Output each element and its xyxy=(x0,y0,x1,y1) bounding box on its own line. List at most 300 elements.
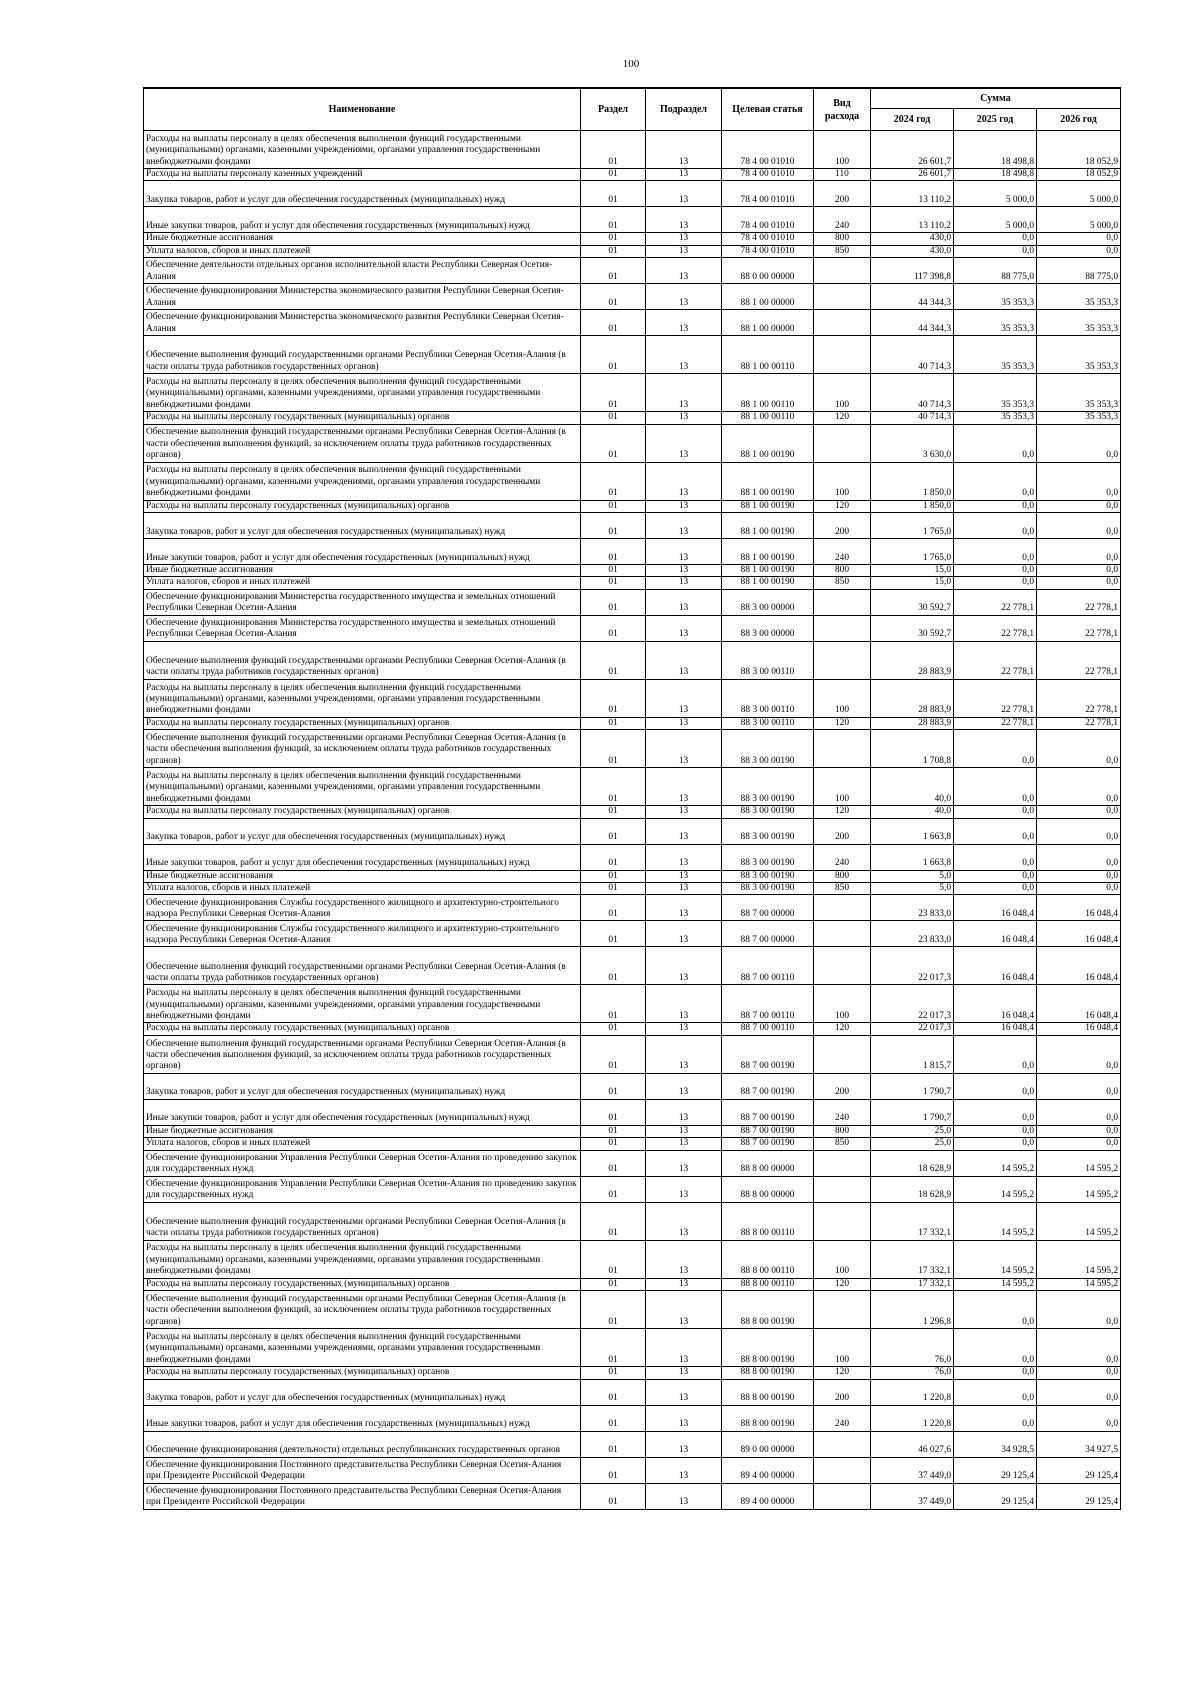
row-value-2026: 16 048,4 xyxy=(1037,947,1121,985)
row-vid: 200 xyxy=(814,1073,871,1099)
row-podrazdel: 13 xyxy=(646,1035,722,1073)
row-article: 88 3 00 00000 xyxy=(722,589,814,615)
row-value-2026: 0,0 xyxy=(1037,1138,1121,1150)
row-value-2026: 14 595,2 xyxy=(1037,1202,1121,1240)
row-value-2025: 0,0 xyxy=(954,233,1037,245)
row-podrazdel: 13 xyxy=(646,947,722,985)
table-row xyxy=(144,921,1121,947)
row-value-2026: 5 000,0 xyxy=(1037,181,1121,207)
row-name: Уплата налогов, сборов и иных платежей xyxy=(144,883,581,895)
row-razdel: 01 xyxy=(581,870,646,882)
row-name: Расходы на выплаты персоналу в целях обеспечения выполнения функций государственными (муниципальными) органами, казенными учреждениями, органами управления государственными внебюджетными фондами xyxy=(144,131,581,169)
row-name: Обеспечение функционирования (деятельности) отдельных республиканских государственных органов xyxy=(144,1431,581,1457)
row-razdel: 01 xyxy=(581,258,646,284)
row-value-2025: 0,0 xyxy=(954,1329,1037,1367)
table-row xyxy=(144,1278,1121,1290)
row-podrazdel: 13 xyxy=(646,336,722,374)
row-article: 88 3 00 00110 xyxy=(722,679,814,717)
table-row xyxy=(144,1150,1121,1176)
row-razdel: 01 xyxy=(581,539,646,565)
row-value-2025: 14 595,2 xyxy=(954,1202,1037,1240)
row-podrazdel: 13 xyxy=(646,1405,722,1431)
row-name: Обеспечение выполнения функций государственными органами Республики Северная Осетия-Алания (в части обеспечения выполнения функций, за исключением оплаты труда работников государственных органов) xyxy=(144,1291,581,1329)
row-name: Иные закупки товаров, работ и услуг для обеспечения государственных (муниципальных) нужд xyxy=(144,844,581,870)
row-vid xyxy=(814,336,871,374)
row-value-2024: 3 630,0 xyxy=(871,424,954,462)
row-value-2025: 0,0 xyxy=(954,1379,1037,1405)
row-article: 88 8 00 00190 xyxy=(722,1329,814,1367)
row-vid: 240 xyxy=(814,207,871,233)
row-vid xyxy=(814,1035,871,1073)
row-razdel: 01 xyxy=(581,1457,646,1483)
table-row xyxy=(144,539,1121,565)
row-value-2026: 35 353,3 xyxy=(1037,284,1121,310)
row-podrazdel: 13 xyxy=(646,1073,722,1099)
row-article: 88 1 00 00190 xyxy=(722,539,814,565)
row-value-2025: 16 048,4 xyxy=(954,1023,1037,1035)
row-podrazdel: 13 xyxy=(646,539,722,565)
row-value-2025: 16 048,4 xyxy=(954,985,1037,1023)
row-value-2026: 18 052,9 xyxy=(1037,169,1121,181)
row-name: Расходы на выплаты персоналу государственных (муниципальных) органов xyxy=(144,717,581,729)
row-article: 88 1 00 00190 xyxy=(722,577,814,589)
row-name: Иные бюджетные ассигнования xyxy=(144,870,581,882)
row-value-2026: 22 778,1 xyxy=(1037,641,1121,679)
row-podrazdel: 13 xyxy=(646,589,722,615)
row-article: 88 7 00 00110 xyxy=(722,1023,814,1035)
table-row xyxy=(144,717,1121,729)
table-row xyxy=(144,1035,1121,1073)
row-vid: 120 xyxy=(814,500,871,512)
row-value-2025: 0,0 xyxy=(954,1138,1037,1150)
row-podrazdel: 13 xyxy=(646,641,722,679)
row-value-2024: 44 344,3 xyxy=(871,310,954,336)
row-article: 88 8 00 00110 xyxy=(722,1240,814,1278)
row-article: 88 7 00 00190 xyxy=(722,1035,814,1073)
row-razdel: 01 xyxy=(581,1367,646,1379)
row-value-2025: 35 353,3 xyxy=(954,412,1037,424)
row-razdel: 01 xyxy=(581,1202,646,1240)
header-vid: Вид расхода xyxy=(814,88,871,131)
row-article: 88 7 00 00110 xyxy=(722,985,814,1023)
table-header xyxy=(144,88,1121,131)
row-article: 89 0 00 00000 xyxy=(722,1431,814,1457)
row-razdel: 01 xyxy=(581,336,646,374)
row-vid: 120 xyxy=(814,717,871,729)
row-name: Обеспечение выполнения функций государственными органами Республики Северная Осетия-Алания (в части оплаты труда работников государственных органов) xyxy=(144,641,581,679)
row-razdel: 01 xyxy=(581,1483,646,1509)
row-vid: 850 xyxy=(814,1138,871,1150)
row-value-2025: 0,0 xyxy=(954,1099,1037,1125)
row-vid: 120 xyxy=(814,1367,871,1379)
row-razdel: 01 xyxy=(581,513,646,539)
row-value-2024: 1 790,7 xyxy=(871,1099,954,1125)
row-name: Обеспечение деятельности отдельных органов исполнительной власти Республики Северная Осетия-Алания xyxy=(144,258,581,284)
row-razdel: 01 xyxy=(581,1023,646,1035)
header-name: Наименование xyxy=(144,88,581,131)
table-row xyxy=(144,577,1121,589)
row-name: Обеспечение функционирования Управления Республики Северная Осетия-Алания по проведению закупок для государственных нужд xyxy=(144,1176,581,1202)
row-name: Обеспечение функционирования Министерства экономического развития Республики Северная Осетия-Алания xyxy=(144,284,581,310)
row-value-2026: 0,0 xyxy=(1037,870,1121,882)
row-article: 78 4 00 01010 xyxy=(722,245,814,257)
table-row xyxy=(144,500,1121,512)
row-podrazdel: 13 xyxy=(646,207,722,233)
row-value-2024: 40,0 xyxy=(871,768,954,806)
row-vid: 100 xyxy=(814,462,871,500)
row-article: 88 1 00 00110 xyxy=(722,374,814,412)
row-vid xyxy=(814,424,871,462)
row-razdel: 01 xyxy=(581,921,646,947)
row-article: 88 8 00 00190 xyxy=(722,1367,814,1379)
row-value-2024: 1 765,0 xyxy=(871,539,954,565)
row-razdel: 01 xyxy=(581,1278,646,1290)
row-article: 88 7 00 00110 xyxy=(722,947,814,985)
table-row xyxy=(144,806,1121,818)
row-podrazdel: 13 xyxy=(646,1431,722,1457)
table-row xyxy=(144,985,1121,1023)
row-value-2024: 30 592,7 xyxy=(871,589,954,615)
row-razdel: 01 xyxy=(581,818,646,844)
row-value-2026: 0,0 xyxy=(1037,539,1121,565)
row-vid: 120 xyxy=(814,412,871,424)
row-article: 88 8 00 00190 xyxy=(722,1405,814,1431)
table-row xyxy=(144,641,1121,679)
table-row xyxy=(144,1329,1121,1367)
row-podrazdel: 13 xyxy=(646,577,722,589)
row-name: Расходы на выплаты персоналу казенных учреждений xyxy=(144,169,581,181)
row-value-2025: 0,0 xyxy=(954,1405,1037,1431)
row-value-2024: 18 628,9 xyxy=(871,1176,954,1202)
row-name: Уплата налогов, сборов и иных платежей xyxy=(144,577,581,589)
row-podrazdel: 13 xyxy=(646,310,722,336)
row-name: Обеспечение функционирования Министерства экономического развития Республики Северная Осетия-Алания xyxy=(144,310,581,336)
row-article: 88 1 00 00190 xyxy=(722,500,814,512)
row-podrazdel: 13 xyxy=(646,1176,722,1202)
row-podrazdel: 13 xyxy=(646,768,722,806)
row-razdel: 01 xyxy=(581,895,646,921)
row-value-2026: 0,0 xyxy=(1037,806,1121,818)
row-vid xyxy=(814,284,871,310)
row-value-2026: 35 353,3 xyxy=(1037,374,1121,412)
table-row xyxy=(144,679,1121,717)
row-vid: 100 xyxy=(814,768,871,806)
row-value-2026: 0,0 xyxy=(1037,844,1121,870)
row-podrazdel: 13 xyxy=(646,513,722,539)
table-row xyxy=(144,245,1121,257)
row-razdel: 01 xyxy=(581,844,646,870)
table-row xyxy=(144,844,1121,870)
row-razdel: 01 xyxy=(581,233,646,245)
table-row xyxy=(144,589,1121,615)
row-article: 88 3 00 00190 xyxy=(722,883,814,895)
row-podrazdel: 13 xyxy=(646,565,722,577)
row-razdel: 01 xyxy=(581,1431,646,1457)
table-row xyxy=(144,1202,1121,1240)
row-value-2024: 22 017,3 xyxy=(871,1023,954,1035)
row-value-2026: 0,0 xyxy=(1037,233,1121,245)
row-value-2026: 0,0 xyxy=(1037,577,1121,589)
row-value-2026: 0,0 xyxy=(1037,1035,1121,1073)
row-razdel: 01 xyxy=(581,985,646,1023)
row-name: Закупка товаров, работ и услуг для обеспечения государственных (муниципальных) нужд xyxy=(144,181,581,207)
row-podrazdel: 13 xyxy=(646,1150,722,1176)
header-2026: 2026 год xyxy=(1037,109,1121,131)
row-podrazdel: 13 xyxy=(646,615,722,641)
table-row xyxy=(144,169,1121,181)
row-name: Расходы на выплаты персоналу государственных (муниципальных) органов xyxy=(144,1278,581,1290)
table-row xyxy=(144,565,1121,577)
row-podrazdel: 13 xyxy=(646,870,722,882)
row-vid xyxy=(814,615,871,641)
row-article: 88 3 00 00190 xyxy=(722,844,814,870)
row-value-2025: 0,0 xyxy=(954,577,1037,589)
row-podrazdel: 13 xyxy=(646,1379,722,1405)
row-name: Закупка товаров, работ и услуг для обеспечения государственных (муниципальных) нужд xyxy=(144,513,581,539)
row-value-2025: 0,0 xyxy=(954,500,1037,512)
row-name: Обеспечение функционирования Постоянного представительства Республики Северная Осетия-Алания при Президенте Российской Федерации xyxy=(144,1457,581,1483)
row-name: Обеспечение функционирования Министерства государственного имущества и земельных отношений Республики Северная Осетия-Алания xyxy=(144,615,581,641)
row-razdel: 01 xyxy=(581,565,646,577)
row-value-2026: 0,0 xyxy=(1037,1367,1121,1379)
table-body xyxy=(144,131,1121,1510)
row-value-2025: 29 125,4 xyxy=(954,1483,1037,1509)
row-podrazdel: 13 xyxy=(646,284,722,310)
row-value-2026: 22 778,1 xyxy=(1037,717,1121,729)
row-value-2025: 0,0 xyxy=(954,462,1037,500)
row-value-2024: 1 790,7 xyxy=(871,1073,954,1099)
row-podrazdel: 13 xyxy=(646,412,722,424)
row-podrazdel: 13 xyxy=(646,1457,722,1483)
row-vid: 110 xyxy=(814,169,871,181)
row-vid xyxy=(814,1431,871,1457)
row-value-2026: 22 778,1 xyxy=(1037,615,1121,641)
row-value-2026: 0,0 xyxy=(1037,462,1121,500)
row-value-2026: 29 125,4 xyxy=(1037,1457,1121,1483)
row-name: Обеспечение функционирования Службы государственного жилищного и архитектурно-строительного надзора Республики Северная Осетия-Алания xyxy=(144,921,581,947)
row-article: 78 4 00 01010 xyxy=(722,169,814,181)
row-podrazdel: 13 xyxy=(646,258,722,284)
row-name: Иные закупки товаров, работ и услуг для обеспечения государственных (муниципальных) нужд xyxy=(144,1099,581,1125)
row-value-2026: 88 775,0 xyxy=(1037,258,1121,284)
row-razdel: 01 xyxy=(581,310,646,336)
table-row xyxy=(144,258,1121,284)
row-value-2025: 18 498,8 xyxy=(954,131,1037,169)
table-row xyxy=(144,181,1121,207)
row-vid xyxy=(814,921,871,947)
row-podrazdel: 13 xyxy=(646,245,722,257)
row-podrazdel: 13 xyxy=(646,679,722,717)
table-row xyxy=(144,1483,1121,1509)
row-podrazdel: 13 xyxy=(646,131,722,169)
row-value-2025: 35 353,3 xyxy=(954,374,1037,412)
row-value-2024: 1 708,8 xyxy=(871,730,954,768)
row-article: 78 4 00 01010 xyxy=(722,181,814,207)
row-article: 88 3 00 00190 xyxy=(722,806,814,818)
table-row xyxy=(144,883,1121,895)
row-value-2024: 17 332,1 xyxy=(871,1202,954,1240)
table-row xyxy=(144,1379,1121,1405)
row-vid xyxy=(814,947,871,985)
row-article: 88 7 00 00190 xyxy=(722,1138,814,1150)
header-2025: 2025 год xyxy=(954,109,1037,131)
row-value-2025: 35 353,3 xyxy=(954,284,1037,310)
row-value-2026: 0,0 xyxy=(1037,424,1121,462)
row-razdel: 01 xyxy=(581,207,646,233)
row-value-2025: 29 125,4 xyxy=(954,1457,1037,1483)
row-razdel: 01 xyxy=(581,577,646,589)
row-razdel: 01 xyxy=(581,1125,646,1137)
row-value-2025: 35 353,3 xyxy=(954,310,1037,336)
row-value-2024: 15,0 xyxy=(871,577,954,589)
row-article: 78 4 00 01010 xyxy=(722,207,814,233)
row-razdel: 01 xyxy=(581,245,646,257)
row-value-2024: 13 110,2 xyxy=(871,207,954,233)
row-value-2026: 0,0 xyxy=(1037,768,1121,806)
header-article: Целевая статья xyxy=(722,88,814,131)
row-podrazdel: 13 xyxy=(646,1329,722,1367)
row-value-2025: 34 928,5 xyxy=(954,1431,1037,1457)
row-vid: 240 xyxy=(814,539,871,565)
row-razdel: 01 xyxy=(581,462,646,500)
table-row xyxy=(144,768,1121,806)
row-article: 88 1 00 00190 xyxy=(722,565,814,577)
row-value-2026: 0,0 xyxy=(1037,1073,1121,1099)
row-podrazdel: 13 xyxy=(646,883,722,895)
row-name: Расходы на выплаты персоналу в целях обеспечения выполнения функций государственными (муниципальными) органами, казенными учреждениями, органами управления государственными внебюджетными фондами xyxy=(144,768,581,806)
row-value-2024: 430,0 xyxy=(871,245,954,257)
row-value-2025: 0,0 xyxy=(954,768,1037,806)
table-row xyxy=(144,1405,1121,1431)
row-value-2025: 22 778,1 xyxy=(954,717,1037,729)
row-value-2026: 0,0 xyxy=(1037,1329,1121,1367)
row-article: 88 0 00 00000 xyxy=(722,258,814,284)
row-article: 78 4 00 01010 xyxy=(722,131,814,169)
row-value-2026: 34 927,5 xyxy=(1037,1431,1121,1457)
row-article: 88 7 00 00190 xyxy=(722,1099,814,1125)
row-value-2025: 0,0 xyxy=(954,1035,1037,1073)
row-name: Уплата налогов, сборов и иных платежей xyxy=(144,1138,581,1150)
row-vid: 100 xyxy=(814,985,871,1023)
row-vid xyxy=(814,310,871,336)
row-razdel: 01 xyxy=(581,181,646,207)
row-value-2025: 0,0 xyxy=(954,844,1037,870)
table-row xyxy=(144,1099,1121,1125)
row-value-2025: 14 595,2 xyxy=(954,1278,1037,1290)
row-value-2024: 37 449,0 xyxy=(871,1457,954,1483)
table-row xyxy=(144,947,1121,985)
row-value-2026: 0,0 xyxy=(1037,1379,1121,1405)
row-razdel: 01 xyxy=(581,1329,646,1367)
row-article: 88 8 00 00190 xyxy=(722,1291,814,1329)
row-value-2025: 0,0 xyxy=(954,565,1037,577)
table-row xyxy=(144,336,1121,374)
row-podrazdel: 13 xyxy=(646,1125,722,1137)
row-article: 88 3 00 00190 xyxy=(722,870,814,882)
row-value-2024: 1 663,8 xyxy=(871,844,954,870)
row-value-2024: 76,0 xyxy=(871,1329,954,1367)
row-name: Расходы на выплаты персоналу государственных (муниципальных) органов xyxy=(144,500,581,512)
row-vid: 200 xyxy=(814,818,871,844)
row-razdel: 01 xyxy=(581,1138,646,1150)
row-value-2024: 1 815,7 xyxy=(871,1035,954,1073)
row-name: Обеспечение функционирования Службы государственного жилищного и архитектурно-строительного надзора Республики Северная Осетия-Алания xyxy=(144,895,581,921)
table-row xyxy=(144,1023,1121,1035)
row-podrazdel: 13 xyxy=(646,374,722,412)
row-podrazdel: 13 xyxy=(646,1367,722,1379)
table-row xyxy=(144,233,1121,245)
row-vid xyxy=(814,258,871,284)
table-row xyxy=(144,1367,1121,1379)
row-article: 88 8 00 00000 xyxy=(722,1150,814,1176)
row-vid: 100 xyxy=(814,374,871,412)
row-article: 88 1 00 00190 xyxy=(722,462,814,500)
row-value-2026: 14 595,2 xyxy=(1037,1150,1121,1176)
row-razdel: 01 xyxy=(581,883,646,895)
row-value-2025: 0,0 xyxy=(954,1291,1037,1329)
row-value-2024: 22 017,3 xyxy=(871,985,954,1023)
row-value-2026: 5 000,0 xyxy=(1037,207,1121,233)
row-podrazdel: 13 xyxy=(646,730,722,768)
row-podrazdel: 13 xyxy=(646,1483,722,1509)
row-value-2024: 46 027,6 xyxy=(871,1431,954,1457)
row-vid xyxy=(814,1457,871,1483)
row-podrazdel: 13 xyxy=(646,424,722,462)
row-article: 88 8 00 00110 xyxy=(722,1278,814,1290)
row-value-2024: 40,0 xyxy=(871,806,954,818)
row-razdel: 01 xyxy=(581,1176,646,1202)
row-article: 88 3 00 00110 xyxy=(722,717,814,729)
row-vid: 100 xyxy=(814,1240,871,1278)
row-podrazdel: 13 xyxy=(646,895,722,921)
row-razdel: 01 xyxy=(581,730,646,768)
row-vid xyxy=(814,895,871,921)
row-value-2026: 0,0 xyxy=(1037,1125,1121,1137)
row-value-2025: 0,0 xyxy=(954,1073,1037,1099)
row-vid: 120 xyxy=(814,1023,871,1035)
table-row xyxy=(144,513,1121,539)
row-value-2025: 0,0 xyxy=(954,513,1037,539)
row-podrazdel: 13 xyxy=(646,806,722,818)
row-vid: 100 xyxy=(814,1329,871,1367)
row-value-2025: 22 778,1 xyxy=(954,589,1037,615)
row-razdel: 01 xyxy=(581,500,646,512)
row-value-2025: 88 775,0 xyxy=(954,258,1037,284)
table-row xyxy=(144,1125,1121,1137)
row-value-2026: 22 778,1 xyxy=(1037,679,1121,717)
row-value-2026: 29 125,4 xyxy=(1037,1483,1121,1509)
row-razdel: 01 xyxy=(581,412,646,424)
row-value-2026: 35 353,3 xyxy=(1037,310,1121,336)
row-article: 88 3 00 00110 xyxy=(722,641,814,679)
row-razdel: 01 xyxy=(581,641,646,679)
row-article: 88 7 00 00000 xyxy=(722,895,814,921)
row-value-2025: 0,0 xyxy=(954,870,1037,882)
row-name: Закупка товаров, работ и услуг для обеспечения государственных (муниципальных) нужд xyxy=(144,818,581,844)
row-value-2024: 18 628,9 xyxy=(871,1150,954,1176)
row-name: Обеспечение выполнения функций государственными органами Республики Северная Осетия-Алания (в части обеспечения выполнения функций, за исключением оплаты труда работников государственных органов) xyxy=(144,424,581,462)
row-podrazdel: 13 xyxy=(646,500,722,512)
row-podrazdel: 13 xyxy=(646,1291,722,1329)
row-razdel: 01 xyxy=(581,768,646,806)
table-row xyxy=(144,1431,1121,1457)
row-value-2025: 16 048,4 xyxy=(954,921,1037,947)
row-value-2024: 40 714,3 xyxy=(871,336,954,374)
row-value-2026: 16 048,4 xyxy=(1037,1023,1121,1035)
row-podrazdel: 13 xyxy=(646,1202,722,1240)
row-vid: 200 xyxy=(814,181,871,207)
row-value-2026: 0,0 xyxy=(1037,245,1121,257)
